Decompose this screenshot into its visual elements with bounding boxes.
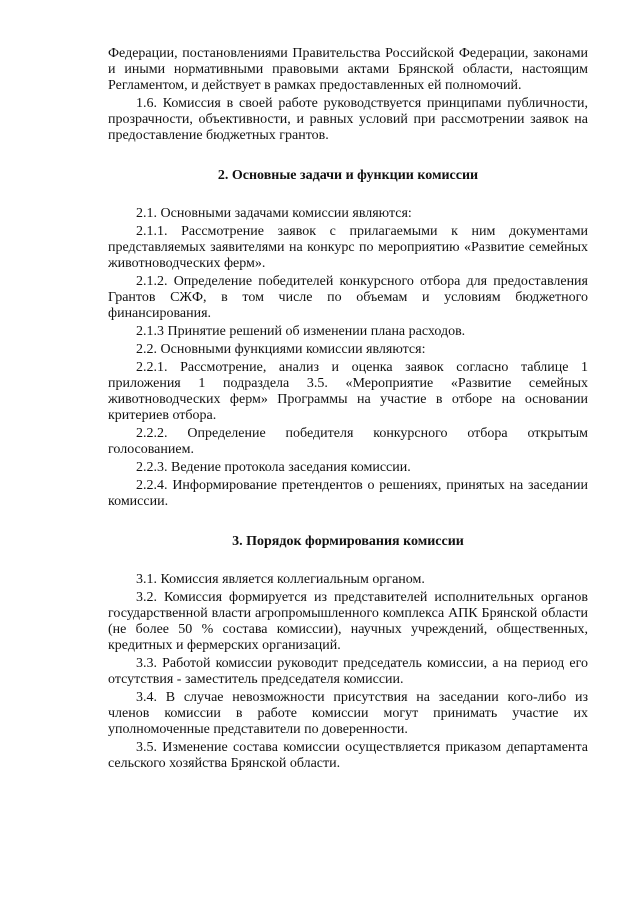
paragraph-3-2: 3.2. Комиссия формируется из представителей исполнительных органов государственной власти агропромышленного комплекса АПК Брянской области (не более 50 % состава комиссии), научных учреждений, общественных, кредитных и фермерских организаций. <box>108 590 588 653</box>
paragraph-3-1: 3.1. Комиссия является коллегиальным органом. <box>136 572 425 587</box>
paragraph-3-4: 3.4. В случае невозможности присутствия на заседании кого-либо из членов комиссии в работе комиссии могут принимать участие их уполномоченные представители по доверенности. <box>108 690 588 737</box>
document-page <box>108 46 588 774</box>
paragraph-2-2-4: 2.2.4. Информирование претендентов о решениях, принятых на заседании комиссии. <box>108 478 588 509</box>
paragraph-2-2-2: 2.2.2. Определение победителя конкурсного отбора открытым голосованием. <box>108 426 588 457</box>
paragraph-3-3: 3.3. Работой комиссии руководит председатель комиссии, а на период его отсутствия - заместитель председателя комиссии. <box>108 656 588 687</box>
paragraph-2-1: 2.1. Основными задачами комиссии являются: <box>136 206 412 221</box>
paragraph-2-2: 2.2. Основными функциями комиссии являются: <box>136 342 426 357</box>
section-3-heading: 3. Порядок формирования комиссии <box>232 534 464 549</box>
paragraph-2-1-3: 2.1.3 Принятие решений об изменении плана расходов. <box>136 324 466 339</box>
paragraph-2-1-1: 2.1.1. Рассмотрение заявок с прилагаемыми к ним документами представляемых заявителями на конкурс по мероприятию «Развитие семейных животноводческих ферм». <box>108 224 588 271</box>
section-2-heading: 2. Основные задачи и функции комиссии <box>217 168 479 183</box>
paragraph-1-6: 1.6. Комиссия в своей работе руководствуется принципами публичности, прозрачности, объективности, и равных условий при рассмотрении заявок на предоставление бюджетных грантов. <box>108 96 588 143</box>
paragraph-2-1-2: 2.1.2. Определение победителей конкурсного отбора для предоставления Грантов СЖФ, в том числе по объемам и условиям бюджетного финансирования. <box>108 274 588 321</box>
paragraph-2-2-3: 2.2.3. Ведение протокола заседания комиссии. <box>136 460 411 475</box>
paragraph-2-2-1: 2.2.1. Рассмотрение, анализ и оценка заявок согласно таблице 1 приложения 1 подраздела 3.5. «Мероприятие «Развитие семейных животноводческих ферм» Программы на участие в отборе на основании критериев отбора. <box>108 360 588 423</box>
paragraph-3-5: 3.5. Изменение состава комиссии осуществляется приказом департамента сельского хозяйства Брянской области. <box>108 740 588 771</box>
intro-paragraph: Федерации, постановлениями Правительства Российской Федерации, законами и иными нормативными правовыми актами Брянской области, настоящим Регламентом, и действует в рамках предоставленных ей полномочий. <box>108 46 588 93</box>
